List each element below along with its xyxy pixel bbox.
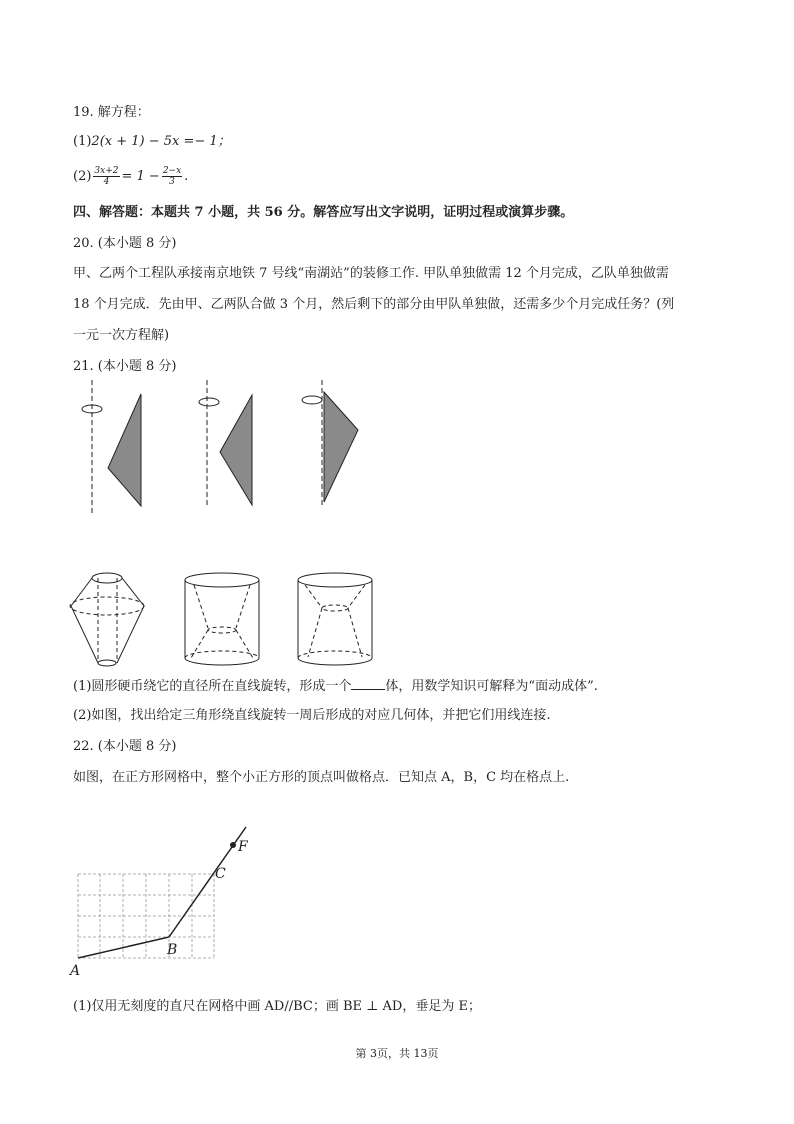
point-f <box>230 842 236 848</box>
q19-part1-expr: 2(x + 1) − 5x =− 1； <box>91 134 231 149</box>
q19-part2-end: . <box>184 169 189 184</box>
q19-part1 <box>73 133 231 151</box>
q21-part2: (2)如图，找出给定三角形绕直线旋转一周后形成的对应几何体，并把它们用线连接. <box>73 708 551 723</box>
rotation-arrow-icon-2 <box>199 398 219 406</box>
answer-blank[interactable] <box>351 677 385 690</box>
q22-desc: 如图，在正方形网格中，整个小正方形的顶点叫做格点．已知点 A，B，C 均在格点上. <box>73 770 570 785</box>
dashed-grid <box>78 874 214 958</box>
q19-rhs-denominator: 3 <box>169 177 175 187</box>
solid-1 <box>70 573 144 666</box>
section4-heading: 四、解答题：本题共 7 小题，共 56 分。解答应写出文字说明，证明过程或演算步骤。 <box>73 205 574 220</box>
q21-part1-after: 体，用数学知识可解释为“面动成体”. <box>385 679 598 694</box>
grid-figure <box>60 820 280 985</box>
page-footer: 第 3页，共 13页 <box>355 1047 439 1060</box>
rotation-triangles-figure <box>60 378 380 523</box>
label-f: F <box>238 839 248 855</box>
q20-line1: 甲、乙两个工程队承接南京地铁 7 号线“南湖站”的装修工作. 甲队单独做需 12 个月完成，乙队单独做需 <box>73 266 669 281</box>
q19-lhs-denominator: 4 <box>103 177 110 187</box>
q22-title: 22. (本小题 8 分) <box>73 739 177 754</box>
q19-rhs-numerator: 2−x <box>162 166 182 176</box>
shaded-triangle-2 <box>220 395 252 505</box>
q21-title: 21. (本小题 8 分) <box>73 359 177 374</box>
q19-part2-lhs-fraction <box>93 166 119 187</box>
q21-part1 <box>73 677 598 696</box>
shaded-triangle-1 <box>108 394 141 506</box>
q20-title: 20. (本小题 8 分) <box>73 236 177 251</box>
label-c: C <box>215 866 226 882</box>
q19-lhs-numerator: 3x+2 <box>94 166 119 176</box>
q19-part2-prefix: (2) <box>73 169 92 184</box>
solid-2 <box>185 573 259 665</box>
q22-part1: (1)仅用无刻度的直尺在网格中画 AD//BC；画 BE ⊥ AD，垂足为 E； <box>73 999 481 1014</box>
q19-title: 19. 解方程： <box>73 105 150 120</box>
q19-part1-prefix: (1) <box>73 134 92 149</box>
q20-line3: 一元一次方程解) <box>73 328 170 343</box>
q20-line2: 18 个月完成．先由甲、乙两队合做 3 个月，然后剩下的部分由甲队单独做，还需多少个月完成任务？(列 <box>73 297 675 312</box>
label-a: A <box>70 963 81 979</box>
q19-part2 <box>73 166 188 187</box>
q21-part1-before: (1)圆形硬币绕它的直径所在直线旋转，形成一个 <box>73 679 352 694</box>
q19-part2-mid: = 1 − <box>121 169 160 184</box>
rotation-solids-figure <box>60 568 380 673</box>
label-b: B <box>167 942 178 958</box>
q19-part2-rhs-fraction <box>162 166 182 187</box>
shaded-triangle-3 <box>324 392 358 502</box>
segment-ab <box>78 937 169 958</box>
rotation-arrow-icon-3 <box>302 396 322 404</box>
solid-3 <box>298 573 372 665</box>
